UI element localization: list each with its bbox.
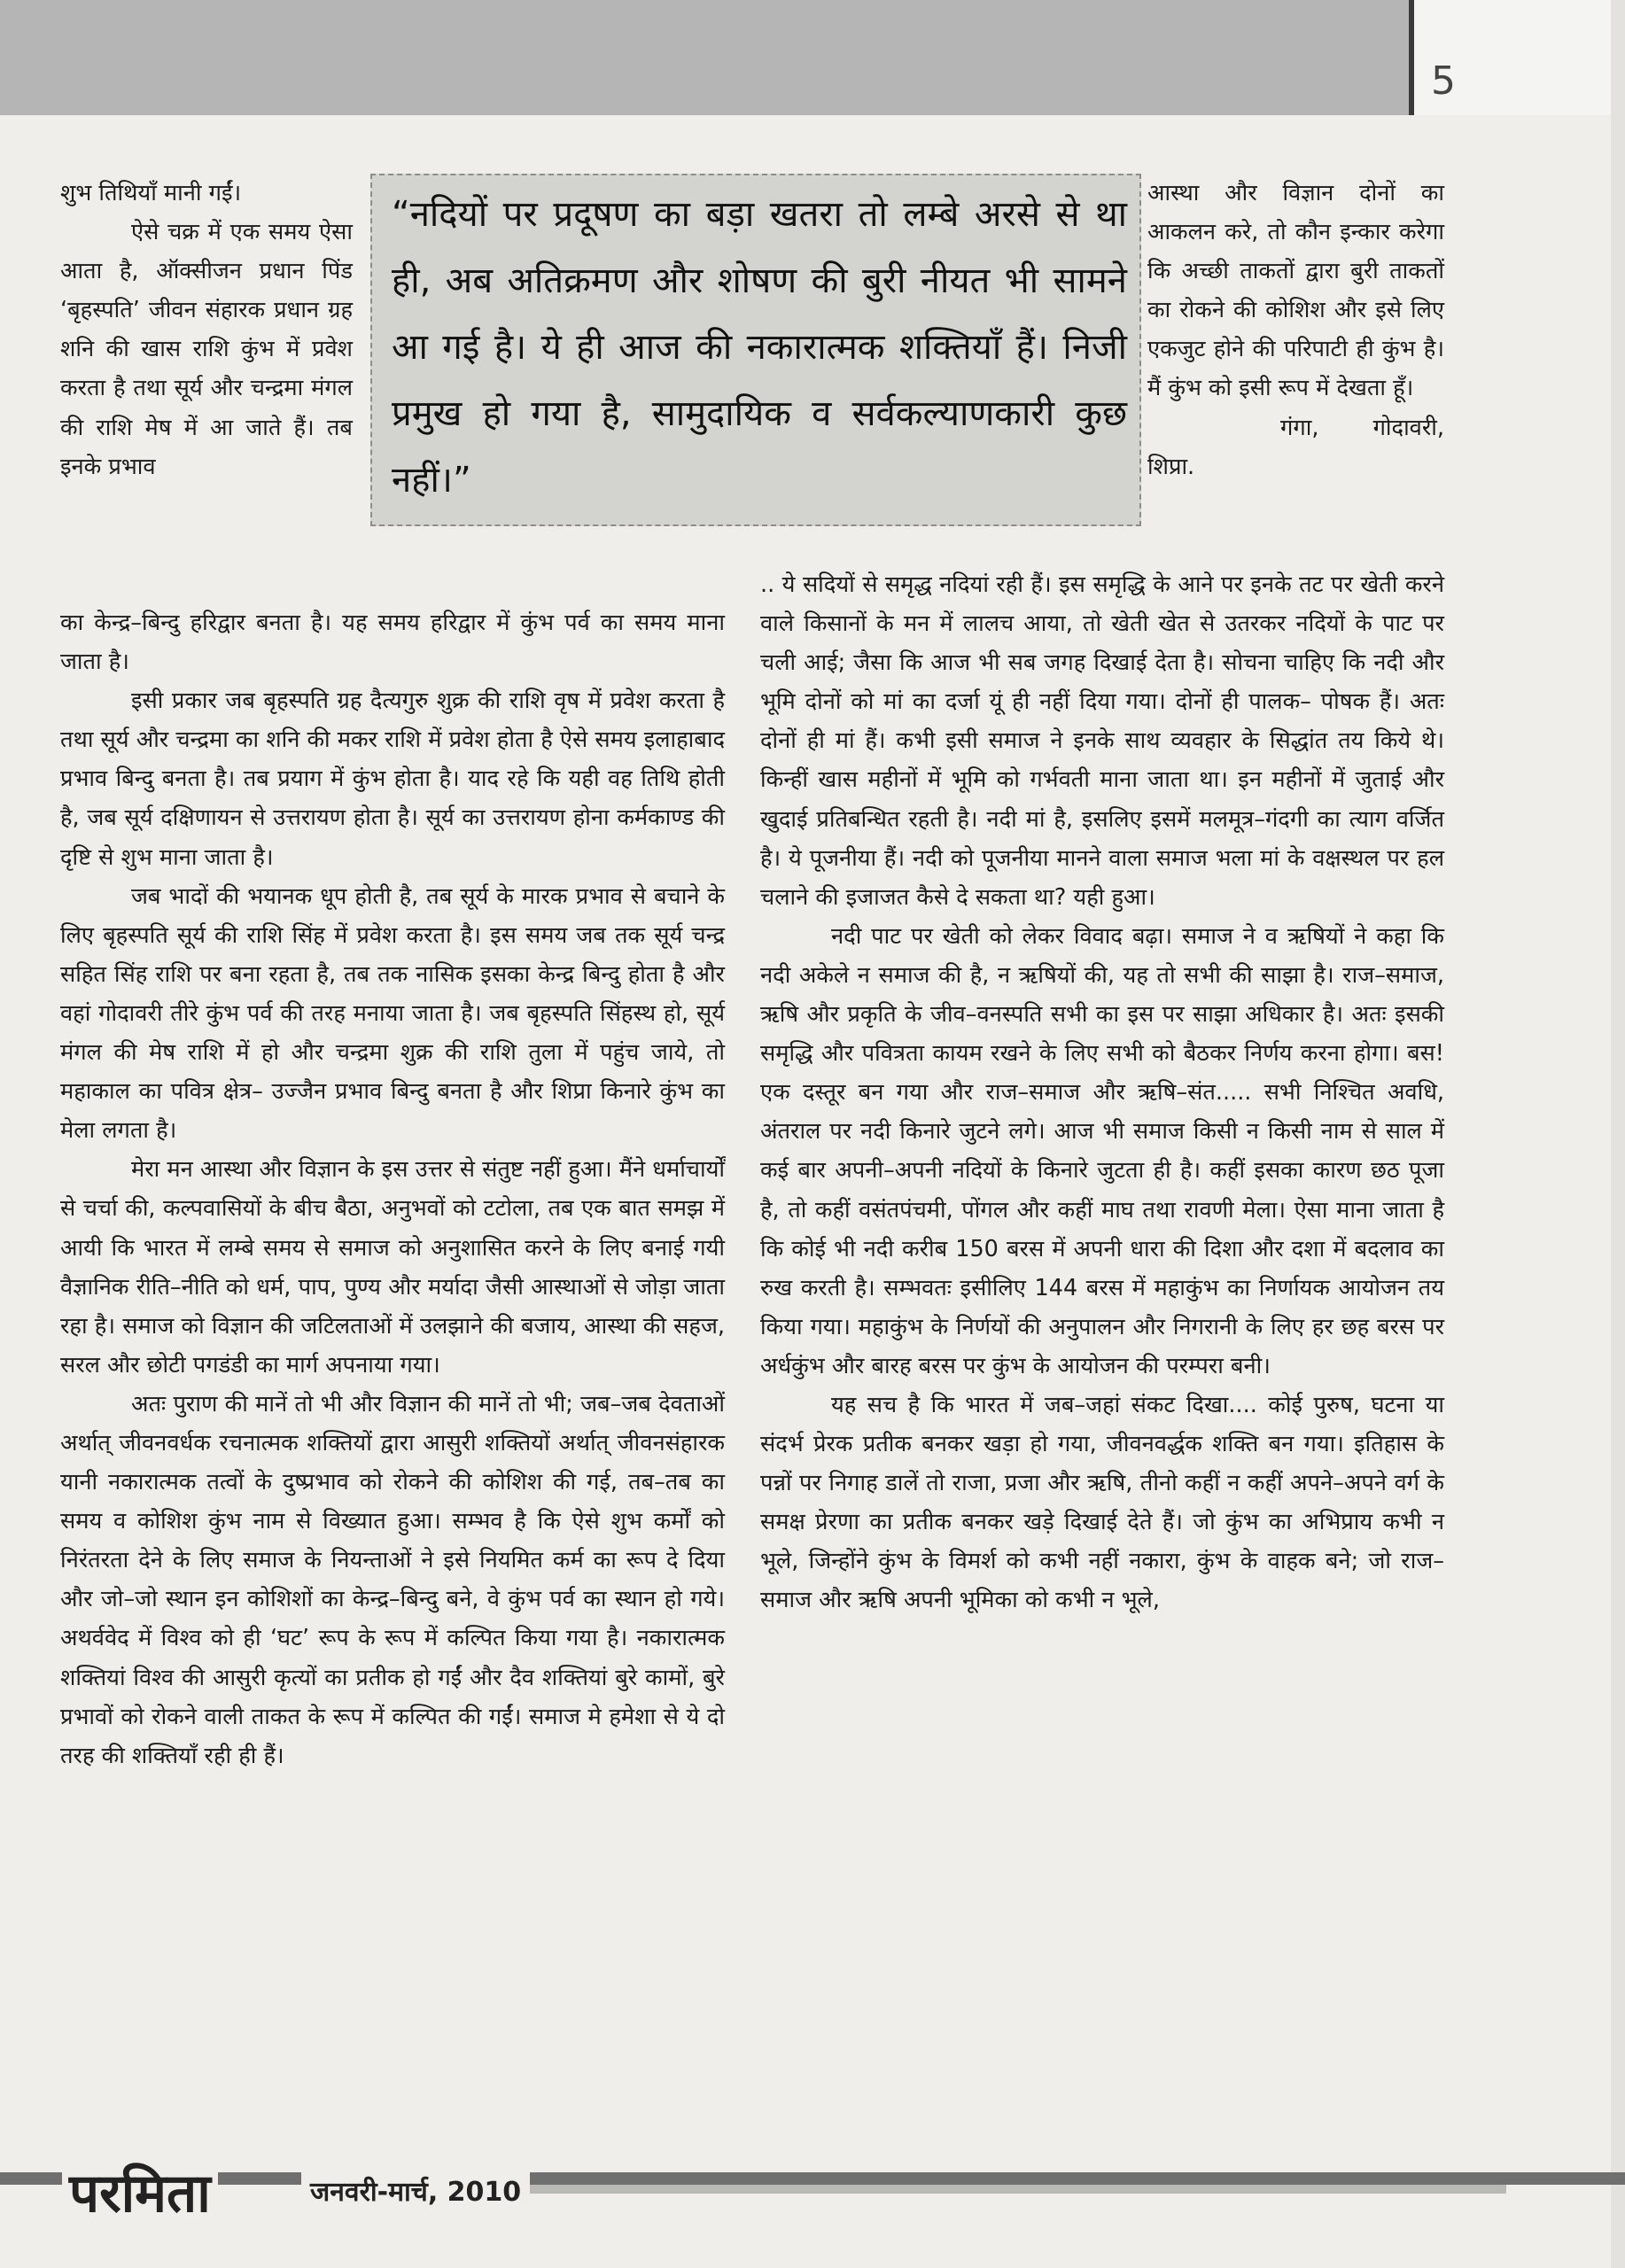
paragraph: का केन्द्र–बिन्दु हरिद्वार बनता है। यह समय हरिद्वार में कुंभ पर्व का समय माना जाता है। xyxy=(60,610,725,676)
pull-quote: “नदियों पर प्रदूषण का बड़ा खतरा तो लम्बे अरसे से था ही, अब अतिक्रमण और शोषण की बुरी नीयत भी सामने आ गई है। ये ही आज की नकारात्मक शक्तियाँ हैं। निजी प्रमुख हो गया है, सामुदायिक व सर्वकल्याणकारी कुछ नहीं।” xyxy=(392,194,1127,501)
paragraph: शुभ तिथियाँ मानी गईं। xyxy=(60,180,242,206)
page-edge xyxy=(1611,0,1625,2268)
paragraph: मेरा मन आस्था और विज्ञान के इस उत्तर से संतुष्ट नहीं हुआ। मैंने धर्माचार्यों से चर्चा की, कल्पवासियों के बीच बैठा, अनुभवों को टटोला, तब एक बात समझ में आयी कि भारत में लम्बे समय से समाज को अनुशासित करने के लिए बनाई गयी वैज्ञानिक रीति–नीति को धर्म, पाप, पुण्य और मर्यादा जैसी आस्थाओं से जोड़ा जाता रहा है। समाज को विज्ञान की जटिलताओं में उलझाने की बजाय, आस्था की सहज, सरल और छोटी पगडंडी का मार्ग अपनाया गया। xyxy=(60,1156,725,1379)
paragraph: नदी पाट पर खेती को लेकर विवाद बढ़ा। समाज ने व ऋषियों ने कहा कि नदी अकेले न समाज की है, न ऋषियों की, यह तो सभी की साझा है। राज–समाज, ऋषि और प्रकृति के जीव–वनस्पति सभी का इस पर साझा अधिकार है। अतः इसकी समृद्धि और पवित्रता कायम रखने के लिए सभी को बैठकर निर्णय करना होगा। बस! एक दस्तूर बन गया और राज–समाज और ऋषि–संत..... सभी निश्चित अवधि, अंतराल पर नदी किनारे जुटने लगे। आज भी समाज किसी न किसी नाम से साल में कई बार अपनी–अपनी नदियों के किनारे जुटता ही है। कहीं इसका कारण छठ पूजा है, तो कहीं वसंतपंचमी, पोंगल और कहीं माघ तथा रावणी मेला। ऐसा माना जाता है कि कोई भी नदी करीब 150 बरस में अपनी धारा की दिशा और दशा में बदलाव का रुख करती है। सम्भवतः इसीलिए 144 बरस में महाकुंभ का निर्णायक आयोजन तय किया गया। महाकुंभ के निर्णयों की अनुपालन और निगरानी के लिए हर छह बरस पर अर्धकुंभ और बारह बरस पर कुंभ के आयोजन की परम्परा बनी। xyxy=(760,922,1444,1379)
right-column xyxy=(760,565,1444,1620)
paragraph: आस्था और विज्ञान दोनों का आकलन करे, तो कौन इन्कार करेगा कि अच्छी ताकतों द्वारा बुरी ताकतों का रोकने की कोशिश और इसे लिए एकजुट होने की परिपाटी ही कुंभ है। मैं कुंभ को इसी रूप में देखता हूँ। xyxy=(1147,180,1444,402)
paragraph: ऐसे चक्र में एक समय ऐसा आता है, ऑक्सीजन प्रधान पिंड ‘बृहस्पति’ जीवन संहारक प्रधान ग्रह शनि की खास राशि कुंभ में प्रवेश करता है तथा सूर्य और चन्द्रमा मंगल की राशि मेष में आ जाते हैं। तब इनके प्रभाव xyxy=(60,219,353,480)
left-column xyxy=(60,603,725,1775)
paragraph: अतः पुराण की मानें तो भी और विज्ञान की मानें तो भी; जब–जब देवताओं अर्थात् जीवनवर्धक रचनात्मक शक्तियों द्वारा आसुरी शक्तियों अर्थात् जीवनसंहारक यानी नकारात्मक तत्वों के दुष्प्रभाव को रोकने की कोशिश की गई, तब–तब का समय व कोशिश कुंभ नाम से विख्यात हुआ। सम्भव है कि ऐसे शुभ कर्मों को निरंतरता देने के लिए समाज के नियन्ताओं ने इसे नियमित कर्म का रूप दे दिया और जो–जो स्थान इन कोशिशों का केन्द्र–बिन्दु बने, वे कुंभ पर्व का स्थान हो गये। अथर्ववेद में विश्व को ही ‘घट’ रूप के रूप में कल्पित किया गया है। नकारात्मक शक्तियां विश्व की आसुरी कृत्यों का प्रतीक हो गईं और दैव शक्तियां बुरे कामों, बुरे प्रभावों को रोकने वाली ताकत के रूप में कल्पित की गईं। समाज मे हमेशा से ये दो तरह की शक्तियाँ रही ही हैं। xyxy=(60,1390,725,1769)
issue-date: जनवरी-मार्च, 2010 xyxy=(301,2172,530,2209)
paragraph: इसी प्रकार जब बृहस्पति ग्रह दैत्यगुरु शुक्र की राशि वृष में प्रवेश करता है तथा सूर्य और चन्द्रमा का शनि की मकर राशि में प्रवेश होता है ऐसे समय इलाहाबाद प्रभाव बिन्दु बनता है। तब प्रयाग में कुंभ होता है। याद रहे कि यही वह तिथि होती है, जब सूर्य दक्षिणायन से उत्तरायण होता है। सूर्य का उत्तरायण होना कर्मकाण्ड की दृष्टि से शुभ माना जाता है। xyxy=(60,687,725,871)
paragraph: यह सच है कि भारत में जब–जहां संकट दिखा.... कोई पुरुष, घटना या संदर्भ प्रेरक प्रतीक बनकर खड़ा हो गया, जीवनवर्द्धक शक्ति बन गया। इतिहास के पन्नों पर निगाह डालें तो राजा, प्रजा और ऋषि, तीनो कहीं न कहीं अपने–अपने वर्ग के समक्ष प्रेरणा का प्रतीक बनकर खड़े दिखाई देते हैं। जो कुंभ का अभिप्राय कभी न भूले, जिन्होंने कुंभ के विमर्श को कभी नहीं नकारा, कुंभ के वाहक बने; जो राज–समाज और ऋषि अपनी भूमिका को कभी न भूले, xyxy=(760,1391,1444,1614)
paragraph: .. ये सदियों से समृद्ध नदियां रही हैं। इस समृद्धि के आने पर इनके तट पर खेती करने वाले किसानों के मन में लालच आया, तो खेती खेत से उतरकर नदियों के पाट पर चली आई; जैसा कि आज भी सब जगह दिखाई देता है। सोचना चाहिए कि नदी और भूमि दोनों को मां का दर्जा यूं ही नहीं दिया गया। दोनों ही पालक– पोषक हैं। अतः दोनों ही मां हैं। कभी इसी समाज ने इनके साथ व्यवहार के सिद्धांत तय किये थे। किन्हीं खास महीनों में भूमि को गर्भवती माना जाता था। इन महीनों में जुताई और खुदाई प्रतिबन्धित रहती है। नदी मां है, इसलिए इसमें मलमूत्र–गंदगी का त्याग वर्जित है। ये पूजनीया हैं। नदी को पूजनीया मानने वाला समाज भला मां के वक्षस्थल पर हल चलाने की इजाजत कैसे दे सकता था? यही हुआ। xyxy=(760,571,1444,911)
header-bar xyxy=(0,0,1409,115)
left-column-wrap xyxy=(60,174,353,486)
right-column-wrap xyxy=(1147,174,1444,486)
footer-rule xyxy=(0,2172,1625,2185)
footer-rule-secondary xyxy=(478,2185,1506,2194)
paragraph: गंगा, गोदावरी, शिप्रा. xyxy=(1147,414,1444,480)
paragraph: जब भादों की भयानक धूप होती है, तब सूर्य के मारक प्रभाव से बचाने के लिए बृहस्पति सूर्य की राशि सिंह में प्रवेश करता है। इस समय जब तक सूर्य चन्द्र सहित सिंह राशि पर बना रहता है, तब तक नासिक इसका केन्द्र बिन्दु होता है और वहां गोदावरी तीरे कुंभ पर्व की तरह मनाया जाता है। जब बृहस्पति सिंहस्थ हो, सूर्य मंगल की मेष राशि में हो और चन्द्रमा शुक्र की राशि तुला में पहुंच जाये, तो महाकाल का पवित्र क्षेत्र– उज्जैन प्रभाव बिन्दु बनता है और शिप्रा किनारे कुंभ का मेला लगता है। xyxy=(60,882,725,1145)
page-number: 5 xyxy=(1431,58,1456,104)
magazine-logo: परमिता xyxy=(62,2155,218,2227)
